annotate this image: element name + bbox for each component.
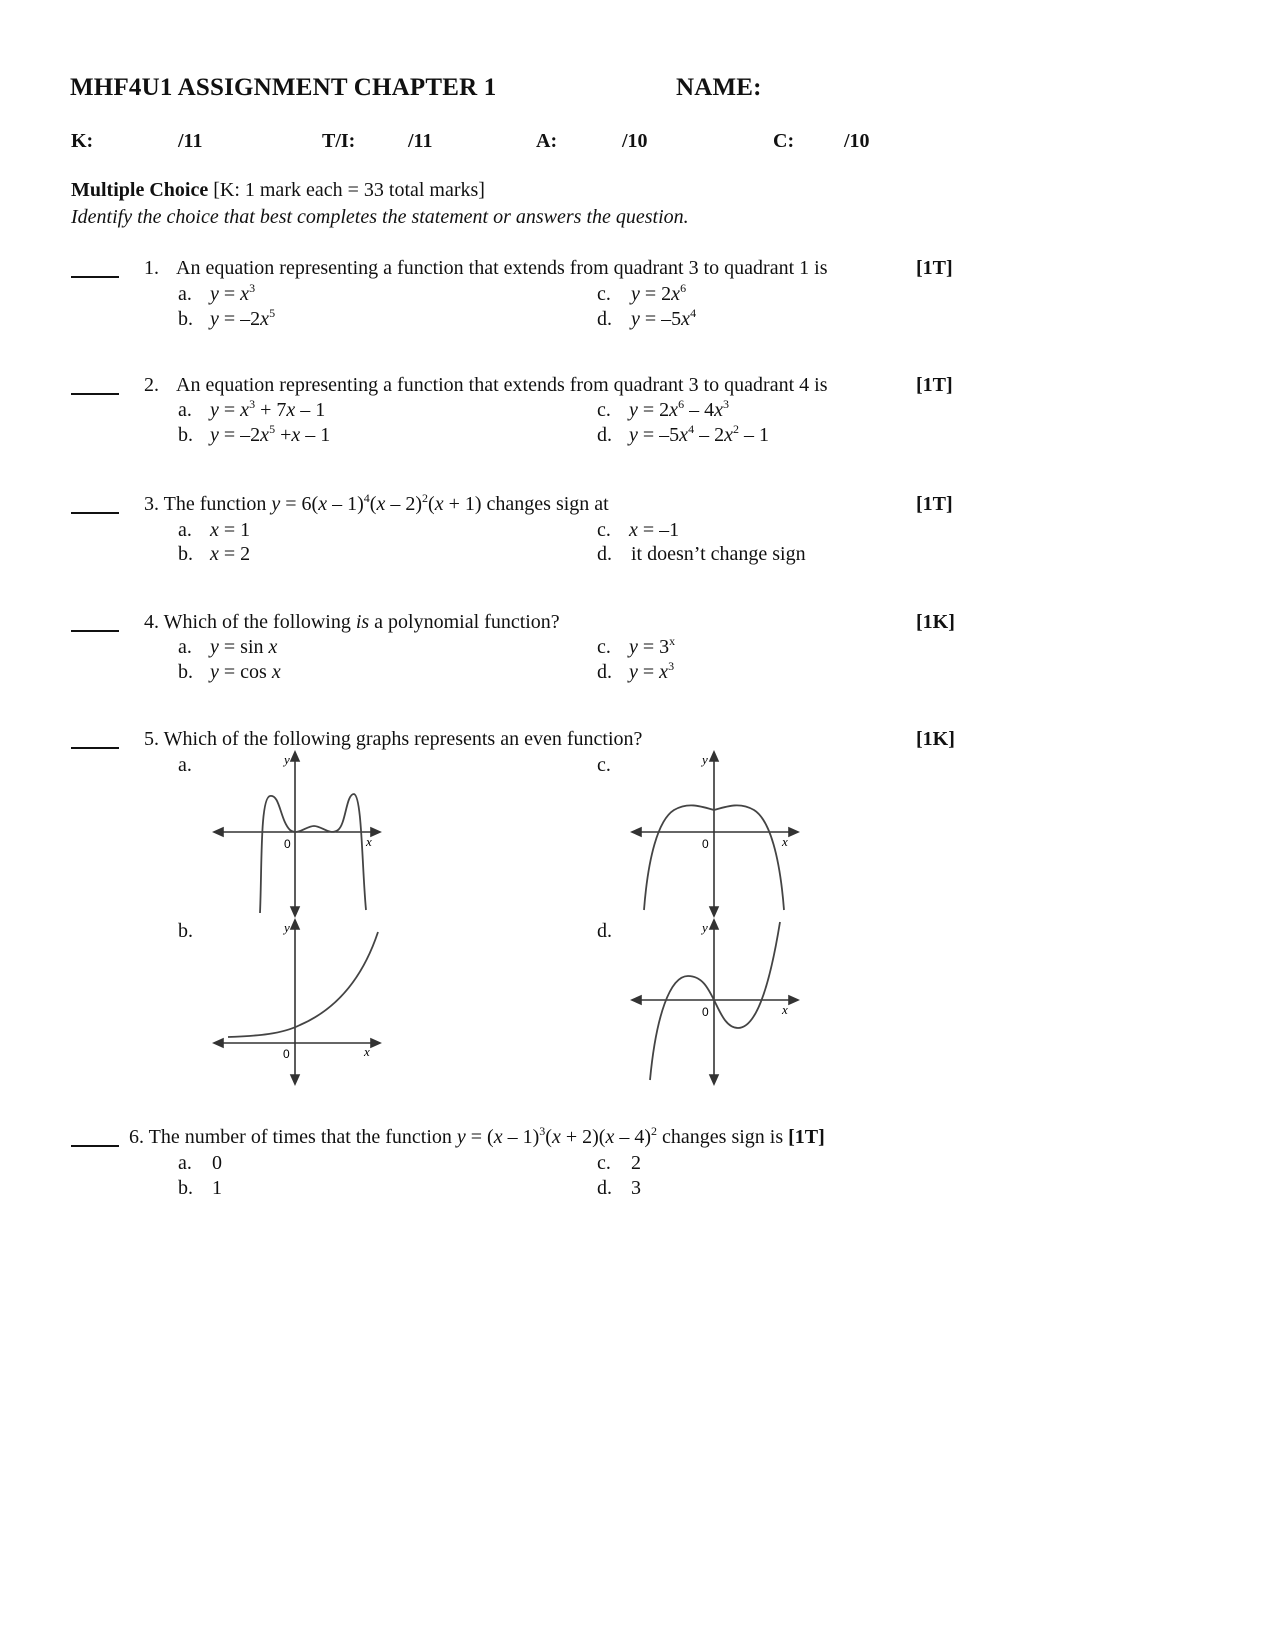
x-axis-label: x xyxy=(366,834,372,849)
q4-option-d-letter: d. xyxy=(597,661,612,683)
q4-option-a-letter: a. xyxy=(178,636,192,658)
q6-option-d-letter: d. xyxy=(597,1177,612,1199)
x-axis-arrow-right xyxy=(371,1039,380,1047)
section-instructions: Identify the choice that best completes the statement or answers the question. xyxy=(71,206,689,228)
q1-option-d-letter: d. xyxy=(597,308,612,330)
q1-option-c-letter: c. xyxy=(597,283,611,305)
q4-option-b: y = cos x xyxy=(210,661,281,683)
q2-option-a-letter: a. xyxy=(178,399,192,421)
y-axis-arrow-up xyxy=(710,752,718,761)
q4-option-d: $y = x^3$ xyxy=(629,659,675,683)
q6-option-d: 3 xyxy=(631,1177,641,1199)
q5-graph-a xyxy=(210,748,390,920)
x-axis-arrow-right xyxy=(789,996,798,1004)
score-k-label: K: xyxy=(71,130,94,152)
answer-blank-5[interactable] xyxy=(71,747,119,749)
q3-option-d: it doesn’t change sign xyxy=(631,543,806,565)
q3-option-a-letter: a. xyxy=(178,519,192,541)
question-1-text: An equation representing a function that extends from quadrant 3 to quadrant 1 is xyxy=(176,257,828,279)
y-axis-arrow-down xyxy=(710,1075,718,1084)
q6-option-a: 0 xyxy=(212,1152,222,1174)
question-4: 4. Which of the following is a polynomial function? xyxy=(144,611,560,633)
q1-option-c: $y = 2x^6$ xyxy=(631,281,687,305)
question-5-text: Which of the following graphs represents an even function? xyxy=(163,728,643,750)
q1-option-d: $y = -5x^4$ xyxy=(631,306,697,330)
question-3: 3. The function y = 6(x – 1)$^4$(x – 2)$^2$(x + 1) changes sign at xyxy=(144,491,609,515)
score-a-label: A: xyxy=(536,130,558,152)
q5-graph-c xyxy=(630,748,810,920)
question-2-number: 2. xyxy=(144,374,159,396)
answer-blank-4[interactable] xyxy=(71,630,119,632)
section-heading xyxy=(71,179,485,202)
curve-b xyxy=(228,932,378,1037)
q1-option-a-letter: a. xyxy=(178,283,192,305)
q3-option-c: x = –1 xyxy=(629,519,680,541)
q2-option-b-letter: b. xyxy=(178,424,193,446)
score-ti-label: T/I: xyxy=(322,130,356,152)
section-marks-info: [K: 1 mark each = 33 total marks] xyxy=(213,179,485,201)
score-k-total: /11 xyxy=(178,130,203,152)
q1-option-b-letter: b. xyxy=(178,308,193,330)
x-axis-arrow-left xyxy=(632,828,641,836)
q4-option-a: y = sin x xyxy=(210,636,278,658)
y-axis-label: y xyxy=(702,920,708,935)
q6-option-b-letter: b. xyxy=(178,1177,193,1199)
question-3-marks: [1T] xyxy=(916,493,953,515)
origin-label: 0 xyxy=(702,837,709,851)
question-2-marks: [1T] xyxy=(916,374,953,396)
y-axis-arrow-down xyxy=(710,907,718,916)
question-4-marks: [1K] xyxy=(916,611,955,633)
q1-option-a: $y = x^3$ xyxy=(210,281,256,305)
question-5-number: 5. xyxy=(144,728,159,750)
answer-blank-2[interactable] xyxy=(71,393,119,395)
q3-option-b: x = 2 xyxy=(210,543,251,565)
question-5-marks: [1K] xyxy=(916,728,955,750)
origin-label: 0 xyxy=(284,837,291,851)
q3-option-a: x = 1 xyxy=(210,519,251,541)
question-6-marks: [1T] xyxy=(788,1126,825,1148)
y-axis-arrow-down xyxy=(291,1075,299,1084)
score-a-total: /10 xyxy=(622,130,648,152)
q2-option-c-letter: c. xyxy=(597,399,611,421)
question-3-number: 3. xyxy=(144,493,159,515)
question-4-number: 4. xyxy=(144,611,159,633)
answer-blank-1[interactable] xyxy=(71,276,119,278)
curve-a xyxy=(260,794,366,913)
q4-option-b-letter: b. xyxy=(178,661,193,683)
x-axis-label: x xyxy=(782,834,788,849)
origin-label: 0 xyxy=(702,1005,709,1019)
question-6: 6. The number of times that the function y = (x – 1)$^3$(x + 2)(x – 4)$^2$ changes sign is [1T] xyxy=(129,1124,825,1148)
q4-option-c: $y = 3^x$ xyxy=(629,634,676,658)
y-axis-label: y xyxy=(702,752,708,767)
name-label: NAME: xyxy=(676,74,762,101)
q5-option-c-letter: c. xyxy=(597,754,611,776)
q6-option-c: 2 xyxy=(631,1152,641,1174)
q3-option-d-letter: d. xyxy=(597,543,612,565)
y-axis-arrow-up xyxy=(291,920,299,929)
x-axis-arrow-right xyxy=(789,828,798,836)
x-axis-arrow-left xyxy=(214,1039,223,1047)
y-axis-arrow-up xyxy=(291,752,299,761)
question-1-marks: [1T] xyxy=(916,257,953,279)
x-axis-arrow-right xyxy=(371,828,380,836)
q6-option-a-letter: a. xyxy=(178,1152,192,1174)
score-ti-total: /11 xyxy=(408,130,433,152)
origin-label: 0 xyxy=(283,1047,290,1061)
assignment-title: MHF4U1 ASSIGNMENT CHAPTER 1 xyxy=(70,74,497,101)
q2-option-d: $y = -5x^4 - 2x^2 - 1$ xyxy=(629,422,769,446)
question-2-text: An equation representing a function that extends from quadrant 3 to quadrant 4 is xyxy=(176,374,828,396)
q6-option-b: 1 xyxy=(212,1177,222,1199)
x-axis-label: x xyxy=(782,1002,788,1017)
q5-option-a-letter: a. xyxy=(178,754,192,776)
score-c-label: C: xyxy=(773,130,795,152)
q5-option-b-letter: b. xyxy=(178,920,193,942)
y-axis-label: y xyxy=(284,752,290,767)
y-axis-label: y xyxy=(284,920,290,935)
q2-option-c: $y = 2x^6 - 4x^3$ xyxy=(629,397,729,421)
score-c-total: /10 xyxy=(844,130,870,152)
q6-option-c-letter: c. xyxy=(597,1152,611,1174)
curve-d xyxy=(650,922,780,1080)
q1-option-b: $y = -2x^5$ xyxy=(210,306,276,330)
x-axis-arrow-left xyxy=(632,996,641,1004)
answer-blank-6[interactable] xyxy=(71,1145,119,1147)
section-title: Multiple Choice xyxy=(71,179,209,201)
y-axis-arrow-up xyxy=(710,920,718,929)
q5-graph-d xyxy=(630,916,810,1088)
q2-option-b: $y = -2x^5 +x - 1$ xyxy=(210,422,331,446)
q5-graph-b xyxy=(210,916,390,1088)
q3-option-c-letter: c. xyxy=(597,519,611,541)
x-axis-label: x xyxy=(364,1044,370,1059)
answer-blank-3[interactable] xyxy=(71,512,119,514)
q5-option-d-letter: d. xyxy=(597,920,612,942)
question-1-number: 1. xyxy=(144,257,159,279)
q3-option-b-letter: b. xyxy=(178,543,193,565)
q2-option-d-letter: d. xyxy=(597,424,612,446)
q4-option-c-letter: c. xyxy=(597,636,611,658)
q2-option-a: $y = x^3 + 7x - 1$ xyxy=(210,397,326,421)
y-axis-arrow-down xyxy=(291,907,299,916)
question-6-number: 6. xyxy=(129,1126,144,1148)
x-axis-arrow-left xyxy=(214,828,223,836)
